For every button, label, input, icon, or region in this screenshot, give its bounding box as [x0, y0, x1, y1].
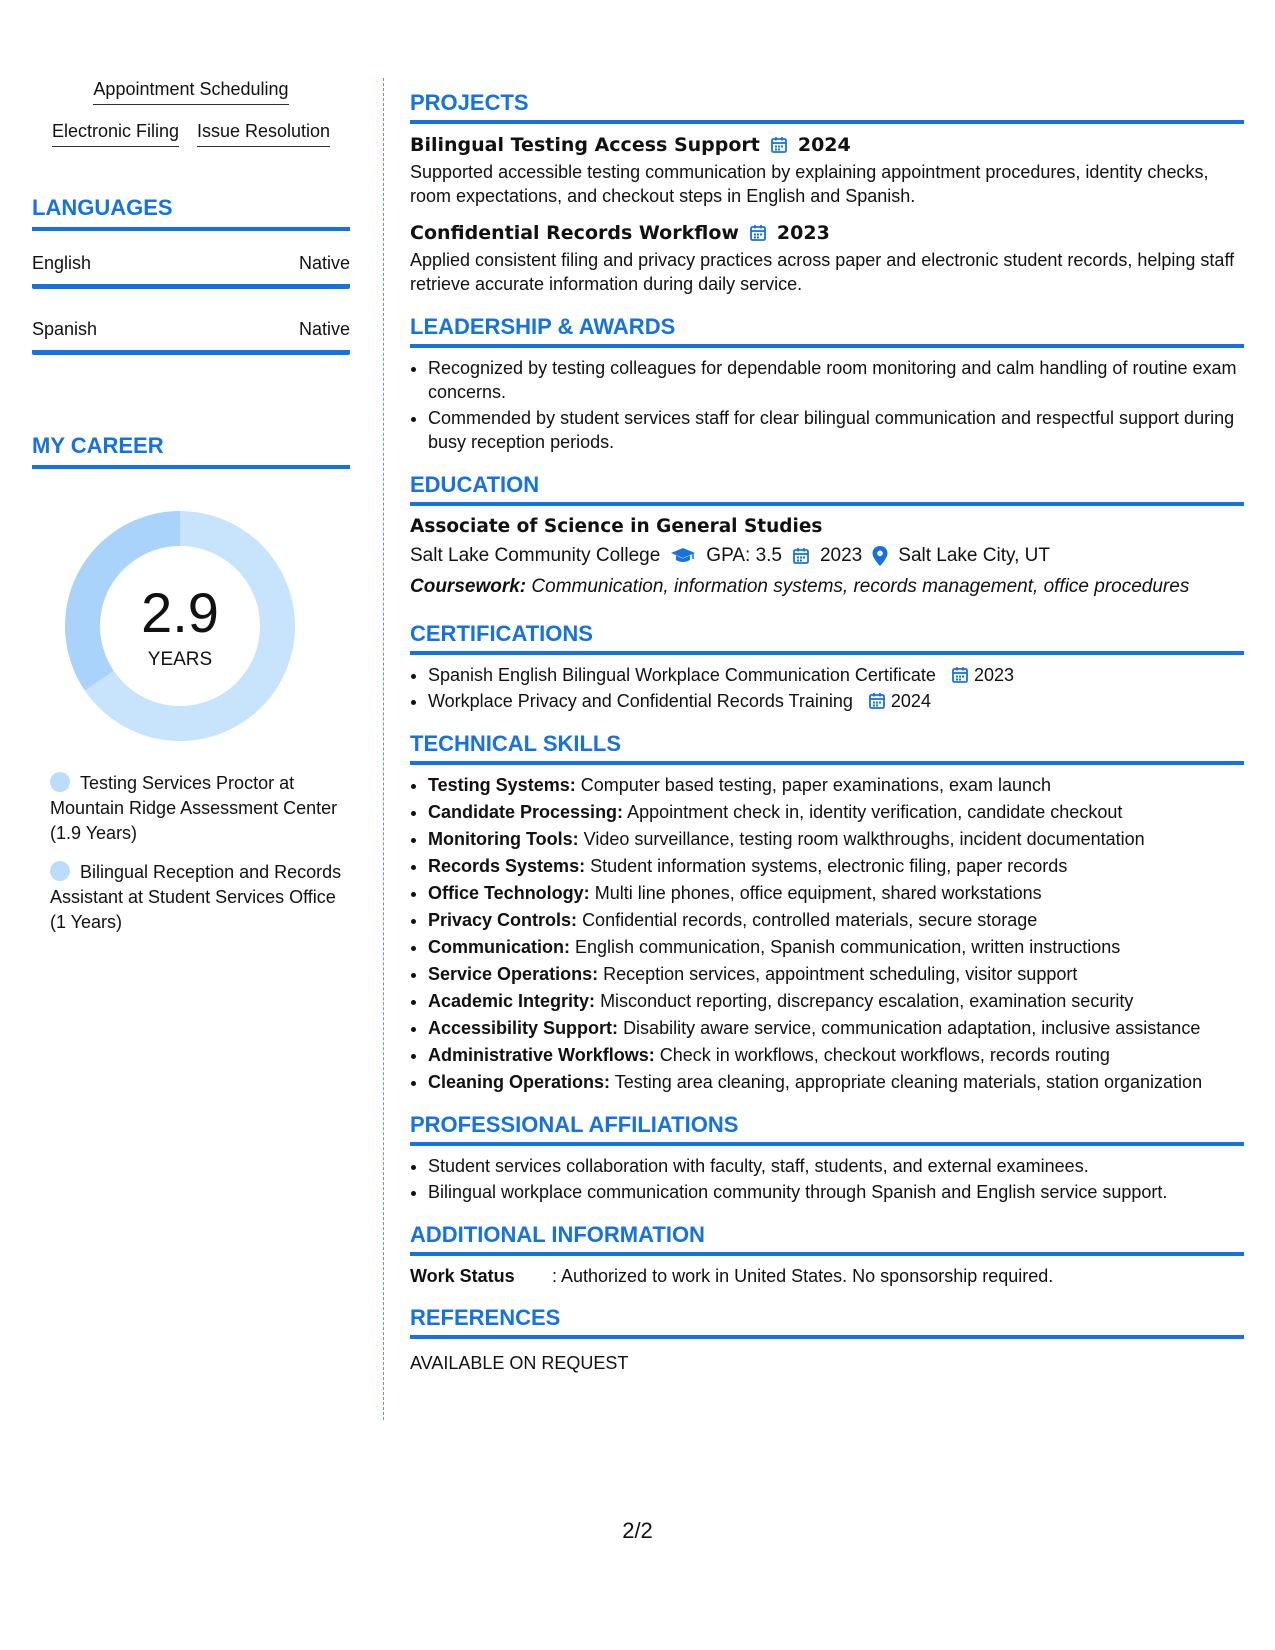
skill-value: Reception services, appointment scheduling, visitor support [603, 964, 1078, 984]
languages-heading: LANGUAGES [32, 195, 350, 231]
skill-label: Office Technology: [428, 883, 590, 903]
skill-label: Service Operations: [428, 964, 599, 984]
career-legend-item [50, 771, 350, 846]
skill-item [428, 1070, 1244, 1094]
skill-tag: Electronic Filing [52, 120, 179, 147]
affiliations-heading: PROFESSIONAL AFFILIATIONS [410, 1112, 1244, 1146]
references-text: AVAILABLE ON REQUEST [410, 1353, 629, 1373]
skill-label: Communication: [428, 937, 570, 957]
list-item: • Commended by student services staff for clear bilingual communication and respectful support during busy reception periods. [428, 406, 1244, 454]
skill-item [428, 881, 1244, 905]
language-name: English [32, 253, 92, 273]
education-heading: EDUCATION [410, 472, 1244, 506]
project-header [410, 134, 1244, 156]
education-school: Salt Lake Community College [410, 545, 661, 566]
skill-label: Administrative Workflows: [428, 1045, 655, 1065]
project-year: 2024 [797, 134, 851, 156]
references-heading: REFERENCES [410, 1305, 1244, 1339]
project-name: Confidential Records Workflow [410, 222, 739, 244]
certification-name: Workplace Privacy and Confidential Records Training [428, 691, 853, 711]
technical-skills-list [410, 773, 1244, 1094]
skill-item [428, 908, 1244, 932]
calendar-icon [749, 224, 767, 242]
graduation-cap-icon [670, 547, 696, 565]
skill-value: Disability aware service, communication adaptation, inclusive assistance [623, 1018, 1201, 1038]
project-header [410, 222, 1244, 244]
left-column [32, 78, 350, 949]
career-legend-item [50, 860, 350, 935]
list-item: • Student services collaboration with faculty, staff, students, and external examinees. [428, 1154, 1244, 1178]
skill-label: Academic Integrity: [428, 991, 596, 1011]
skill-label: Monitoring Tools: [428, 829, 579, 849]
skill-value: Student information systems, electronic filing, paper records [590, 856, 1068, 876]
legend-dot-icon [50, 772, 70, 792]
calendar-icon [770, 136, 788, 154]
projects-heading: PROJECTS [410, 90, 1244, 124]
work-status-row [410, 1266, 1244, 1287]
certification-name: Spanish English Bilingual Workplace Communication Certificate [428, 665, 936, 685]
education-location: Salt Lake City, UT [898, 545, 1050, 566]
certifications-heading: CERTIFICATIONS [410, 621, 1244, 655]
career-legend-label: Testing Services Proctor at Mountain Ridge Assessment Center (1.9 Years) [50, 773, 338, 843]
page-number: 2/2 [622, 1518, 653, 1543]
calendar-icon [792, 547, 810, 565]
skill-label: Testing Systems: [428, 775, 576, 795]
additional-info-heading: ADDITIONAL INFORMATION [410, 1222, 1244, 1256]
skill-item [428, 935, 1244, 959]
affiliations-list [410, 1154, 1244, 1204]
skill-label: Records Systems: [428, 856, 586, 876]
skill-value: Check in workflows, checkout workflows, records routing [659, 1045, 1110, 1065]
column-divider [383, 78, 384, 1420]
skill-value: English communication, Spanish communication, written instructions [575, 937, 1121, 957]
list-item: • Recognized by testing colleagues for dependable room monitoring and calm handling of routine exam concerns. [428, 356, 1244, 404]
coursework-label: Coursework: [410, 576, 527, 597]
certification-year: 2023 [973, 665, 1014, 685]
skill-value: Appointment check in, identity verification, candidate checkout [627, 802, 1123, 822]
right-column [410, 90, 1244, 1374]
calendar-icon [951, 666, 969, 684]
project-description: Applied consistent filing and privacy practices across paper and electronic student records, helping staff retrieve accurate information during daily service. [410, 250, 1235, 294]
technical-skills-heading: TECHNICAL SKILLS [410, 731, 1244, 765]
education-details [410, 545, 1244, 567]
career-heading: MY CAREER [32, 433, 350, 469]
skill-item [428, 989, 1244, 1013]
language-name: Spanish [32, 319, 98, 339]
career-total-years: 2.9 [141, 581, 219, 644]
leadership-heading: LEADERSHIP & AWARDS [410, 314, 1244, 348]
certification-item [428, 663, 1244, 687]
language-level: Native [298, 319, 350, 339]
location-pin-icon [872, 546, 888, 566]
skill-tag: Issue Resolution [197, 120, 330, 147]
skill-tag: Appointment Scheduling [93, 78, 288, 105]
skill-item [428, 1043, 1244, 1067]
language-row [32, 319, 350, 355]
skill-tags [32, 78, 350, 147]
skill-item [428, 1016, 1244, 1040]
career-total-unit: YEARS [147, 649, 213, 670]
education-year: 2023 [819, 545, 863, 566]
skill-value: Confidential records, controlled materials, secure storage [582, 910, 1038, 930]
skill-item [428, 827, 1244, 851]
work-status-label: Work Status [410, 1266, 515, 1286]
skill-item [428, 773, 1244, 797]
skill-item [428, 962, 1244, 986]
project-description: Supported accessible testing communication by explaining appointment procedures, identity checks, room expectations, and checkout steps in English and Spanish. [410, 162, 1209, 206]
skill-value: Computer based testing, paper examinations, exam launch [580, 775, 1052, 795]
work-status-value: : Authorized to work in United States. No sponsorship required. [552, 1266, 1054, 1286]
skill-value: Multi line phones, office equipment, shared workstations [594, 883, 1042, 903]
skill-label: Accessibility Support: [428, 1018, 619, 1038]
skill-value: Misconduct reporting, discrepancy escalation, examination security [600, 991, 1134, 1011]
project-name: Bilingual Testing Access Support [410, 134, 760, 156]
skill-label: Privacy Controls: [428, 910, 578, 930]
calendar-icon [868, 692, 886, 710]
skill-value: Video surveillance, testing room walkthroughs, incident documentation [583, 829, 1145, 849]
career-legend-label: Bilingual Reception and Records Assistant at Student Services Office (1 Years) [50, 862, 342, 932]
education-gpa: GPA: 3.5 [706, 545, 782, 566]
certification-item [428, 689, 1244, 713]
certification-year: 2024 [890, 691, 931, 711]
certifications-list [410, 663, 1244, 713]
legend-dot-icon [50, 861, 70, 881]
skill-item [428, 854, 1244, 878]
career-legend [32, 771, 350, 935]
list-item: • Bilingual workplace communication community through Spanish and English service support. [428, 1180, 1244, 1204]
skill-item [428, 800, 1244, 824]
language-row [32, 253, 350, 289]
education-degree: Associate of Science in General Studies [410, 516, 823, 537]
skill-label: Cleaning Operations: [428, 1072, 611, 1092]
skill-label: Candidate Processing: [428, 802, 624, 822]
education-coursework [410, 575, 1244, 599]
skill-value: Testing area cleaning, appropriate cleaning materials, station organization [614, 1072, 1203, 1092]
language-level: Native [298, 253, 350, 273]
coursework-text: Communication, information systems, records management, office procedures [531, 576, 1190, 597]
leadership-list [410, 356, 1244, 454]
career-donut-chart [65, 511, 295, 741]
project-year: 2023 [776, 222, 830, 244]
